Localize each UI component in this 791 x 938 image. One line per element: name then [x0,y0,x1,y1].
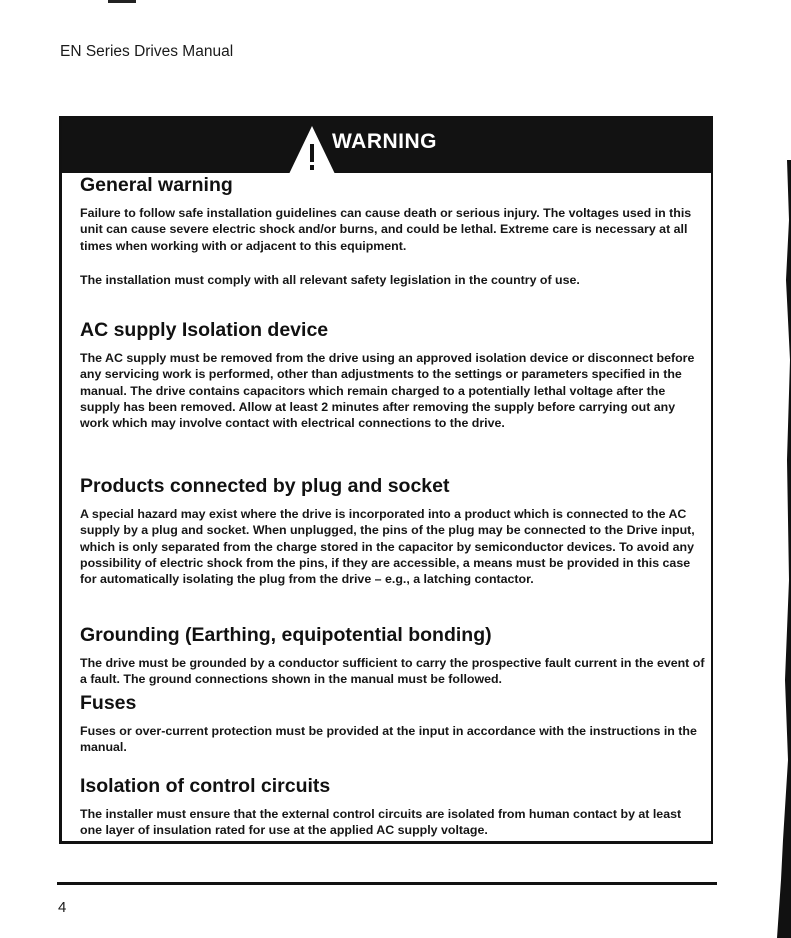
page-header: EN Series Drives Manual [60,43,234,60]
section-paragraph: Failure to follow safe installation guidelines can cause death or serious injury. The voltages used in this unit can cause severe electric shock and/or burns, and could be lethal. Extreme care is necessary at all times when working with or adjacent to this equipment. [80,206,692,253]
section-grounding [80,624,705,688]
scanned-page-edge [777,160,791,938]
section-general-warning [80,174,705,288]
footer-divider [57,882,717,885]
section-control-circuits [80,775,705,839]
warning-triangle-icon [287,124,337,176]
section-heading: Isolation of control circuits [80,775,331,797]
warning-banner [62,118,711,173]
section-heading: Grounding (Earthing, equipotential bonding) [80,624,492,646]
section-heading: AC supply Isolation device [80,319,329,341]
section-heading: Fuses [80,692,137,714]
page-number: 4 [58,899,67,916]
section-plug-and-socket [80,475,705,587]
warning-label: WARNING [332,130,437,153]
section-paragraph: Fuses or over-current protection must be provided at the input in accordance with the instructions in the manual. [80,724,697,755]
section-paragraph: The installation must comply with all relevant safety legislation in the country of use. [80,272,580,287]
section-heading: Products connected by plug and socket [80,475,450,497]
section-fuses [80,692,705,756]
section-heading: General warning [80,174,233,196]
warning-box [59,116,713,844]
section-paragraph: A special hazard may exist where the drive is incorporated into a product which is connected to the AC supply by a plug and socket. When unplugged, the pins of the plug may be connected to the Drive input, which is only separated from the charge stored in the capacitor by semiconductor devices. To avoid any possibility of electric shock from the pins, if they are accessible, a means must be provided in this case for automatically isolating the plug from the drive – e.g., a latching contactor. [80,507,695,587]
section-paragraph: The drive must be grounded by a conductor sufficient to carry the prospective fault current in the event of a fault. The ground connections shown in the manual must be followed. [80,656,705,687]
section-ac-supply-isolation [80,319,705,431]
section-paragraph: The installer must ensure that the external control circuits are isolated from human contact by at least one layer of insulation rated for use at the applied AC supply voltage. [80,807,682,838]
top-edge-mark [108,0,136,3]
section-paragraph: The AC supply must be removed from the drive using an approved isolation device or disconnect before any servicing work is performed, other than adjustments to the settings or parameters specified in the manual. The drive contains capacitors which remain charged to a potentially lethal voltage after the supply has been removed. Allow at least 2 minutes after removing the supply before carrying out any work which may involve contact with electrical connections to the drive. [80,351,695,431]
